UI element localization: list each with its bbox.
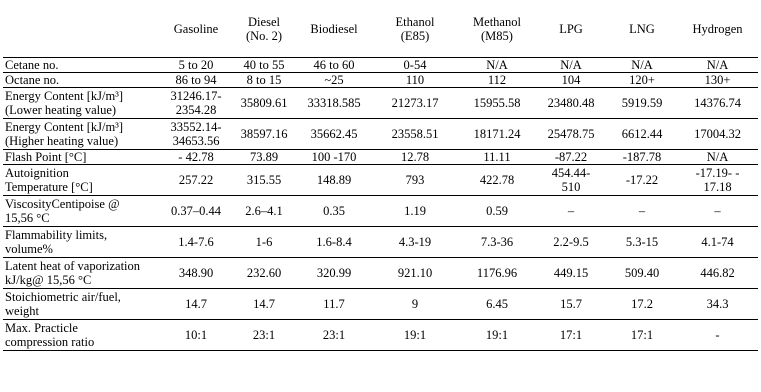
column-header: LPG	[559, 22, 583, 36]
table-cell: -187.78	[607, 150, 677, 165]
table-cell: 110	[371, 73, 459, 88]
table-row	[3, 258, 758, 289]
table-cell: 0.35	[297, 196, 371, 227]
column-header: LNG	[629, 22, 655, 36]
row-label: Flammability limits, volume%	[3, 227, 161, 258]
table-cell: 232.60	[231, 258, 297, 289]
table-cell: 104	[535, 73, 607, 88]
table-cell: 257.22	[161, 165, 231, 196]
table-cell: 112	[459, 73, 535, 88]
table-cell: 17.2	[607, 289, 677, 320]
table-cell: 23:1	[231, 320, 297, 351]
table-cell: 148.89	[297, 165, 371, 196]
table-cell: 422.78	[459, 165, 535, 196]
table-cell: 18171.24	[459, 119, 535, 150]
table-row	[3, 165, 758, 196]
table-cell: 15.7	[535, 289, 607, 320]
table-cell: 0.59	[459, 196, 535, 227]
column-header: Methanol (M85)	[473, 15, 521, 43]
table-cell: 4.3-19	[371, 227, 459, 258]
table-cell: 921.10	[371, 258, 459, 289]
column-header: Biodiesel	[310, 22, 358, 36]
table-cell: 4.1-74	[677, 227, 758, 258]
row-label: Flash Point [°C]	[3, 150, 161, 165]
table-cell: 11.7	[297, 289, 371, 320]
header-corner	[3, 3, 161, 58]
table-cell: 7.3-36	[459, 227, 535, 258]
table-cell: 793	[371, 165, 459, 196]
table-cell: 31246.17- 2354.28	[161, 88, 231, 119]
table-cell: 100 -170	[297, 150, 371, 165]
table-row	[3, 289, 758, 320]
table-cell: 17:1	[535, 320, 607, 351]
table-row	[3, 150, 758, 165]
table-cell: 6.45	[459, 289, 535, 320]
table-cell: 23:1	[297, 320, 371, 351]
table-cell: –	[607, 196, 677, 227]
table-cell: -17.19- - 17.18	[677, 165, 758, 196]
table-cell: 6612.44	[607, 119, 677, 150]
table-row	[3, 88, 758, 119]
table-cell: N/A	[677, 58, 758, 73]
table-cell: 73.89	[231, 150, 297, 165]
table-cell: 46 to 60	[297, 58, 371, 73]
column-header: Ethanol (E85)	[395, 15, 435, 43]
table-cell: 454.44- 510	[535, 165, 607, 196]
table-cell: 25478.75	[535, 119, 607, 150]
table-cell: 315.55	[231, 165, 297, 196]
table-row	[3, 227, 758, 258]
table-cell: N/A	[677, 150, 758, 165]
row-label: Autoignition Temperature [°C]	[3, 165, 161, 196]
table-cell: 120+	[607, 73, 677, 88]
table-cell: 2.2-9.5	[535, 227, 607, 258]
row-label: Octane no.	[3, 73, 161, 88]
table-cell: 1.19	[371, 196, 459, 227]
row-label: Latent heat of vaporization kJ/kg@ 15,56 °C	[3, 258, 161, 289]
table-cell: 320.99	[297, 258, 371, 289]
table-cell: 0-54	[371, 58, 459, 73]
table-cell: 34.3	[677, 289, 758, 320]
table-cell: 35809.61	[231, 88, 297, 119]
table-cell: 33552.14- 34653.56	[161, 119, 231, 150]
table-cell: 5 to 20	[161, 58, 231, 73]
table-cell: 509.40	[607, 258, 677, 289]
table-cell: 19:1	[371, 320, 459, 351]
table-cell: 1.4-7.6	[161, 227, 231, 258]
table-cell: 23558.51	[371, 119, 459, 150]
table-row	[3, 73, 758, 88]
table-cell: - 42.78	[161, 150, 231, 165]
table-cell: –	[677, 196, 758, 227]
table-cell: 2.6–4.1	[231, 196, 297, 227]
row-label: Stoichiometric air/fuel, weight	[3, 289, 161, 320]
table-cell: 17004.32	[677, 119, 758, 150]
table-cell: 5919.59	[607, 88, 677, 119]
table-cell: 86 to 94	[161, 73, 231, 88]
table-cell: 1.6-8.4	[297, 227, 371, 258]
table-cell: 9	[371, 289, 459, 320]
table-cell: 14376.74	[677, 88, 758, 119]
row-label: Cetane no.	[3, 58, 161, 73]
table-cell: ~25	[297, 73, 371, 88]
table-row	[3, 320, 758, 351]
table-cell: -	[677, 320, 758, 351]
table-cell: 14.7	[161, 289, 231, 320]
table-cell: 130+	[677, 73, 758, 88]
table-row	[3, 196, 758, 227]
table-cell: N/A	[535, 58, 607, 73]
table-cell: 15955.58	[459, 88, 535, 119]
table-cell: 14.7	[231, 289, 297, 320]
table-cell: 0.37–0.44	[161, 196, 231, 227]
table-cell: 35662.45	[297, 119, 371, 150]
table-cell: 1-6	[231, 227, 297, 258]
table-cell: 449.15	[535, 258, 607, 289]
column-header: Diesel (No. 2)	[245, 15, 283, 43]
table-cell: -87.22	[535, 150, 607, 165]
table-cell: 17:1	[607, 320, 677, 351]
table-cell: -17.22	[607, 165, 677, 196]
fuel-properties-table	[3, 3, 758, 351]
table-cell: 38597.16	[231, 119, 297, 150]
column-header: Gasoline	[173, 22, 219, 36]
table-cell: 10:1	[161, 320, 231, 351]
table-cell: N/A	[459, 58, 535, 73]
table-cell: 33318.585	[297, 88, 371, 119]
table-cell: 12.78	[371, 150, 459, 165]
table-cell: 348.90	[161, 258, 231, 289]
table-cell: 1176.96	[459, 258, 535, 289]
row-label: Energy Content [kJ/m³] (Lower heating value)	[3, 88, 161, 119]
table-cell: 19:1	[459, 320, 535, 351]
column-header: Hydrogen	[692, 22, 743, 36]
table-cell: N/A	[607, 58, 677, 73]
table-cell: 8 to 15	[231, 73, 297, 88]
table-row	[3, 119, 758, 150]
table-cell: 23480.48	[535, 88, 607, 119]
row-label: Energy Content [kJ/m³] (Higher heating value)	[3, 119, 161, 150]
table-cell: 21273.17	[371, 88, 459, 119]
row-label: ViscosityCentipoise @ 15,56 °C	[3, 196, 161, 227]
table-row	[3, 58, 758, 73]
header-row	[3, 3, 758, 58]
table-cell: 40 to 55	[231, 58, 297, 73]
table-cell: 446.82	[677, 258, 758, 289]
row-label: Max. Practicle compression ratio	[3, 320, 161, 351]
table-cell: 5.3-15	[607, 227, 677, 258]
table-cell: 11.11	[459, 150, 535, 165]
table-cell: –	[535, 196, 607, 227]
